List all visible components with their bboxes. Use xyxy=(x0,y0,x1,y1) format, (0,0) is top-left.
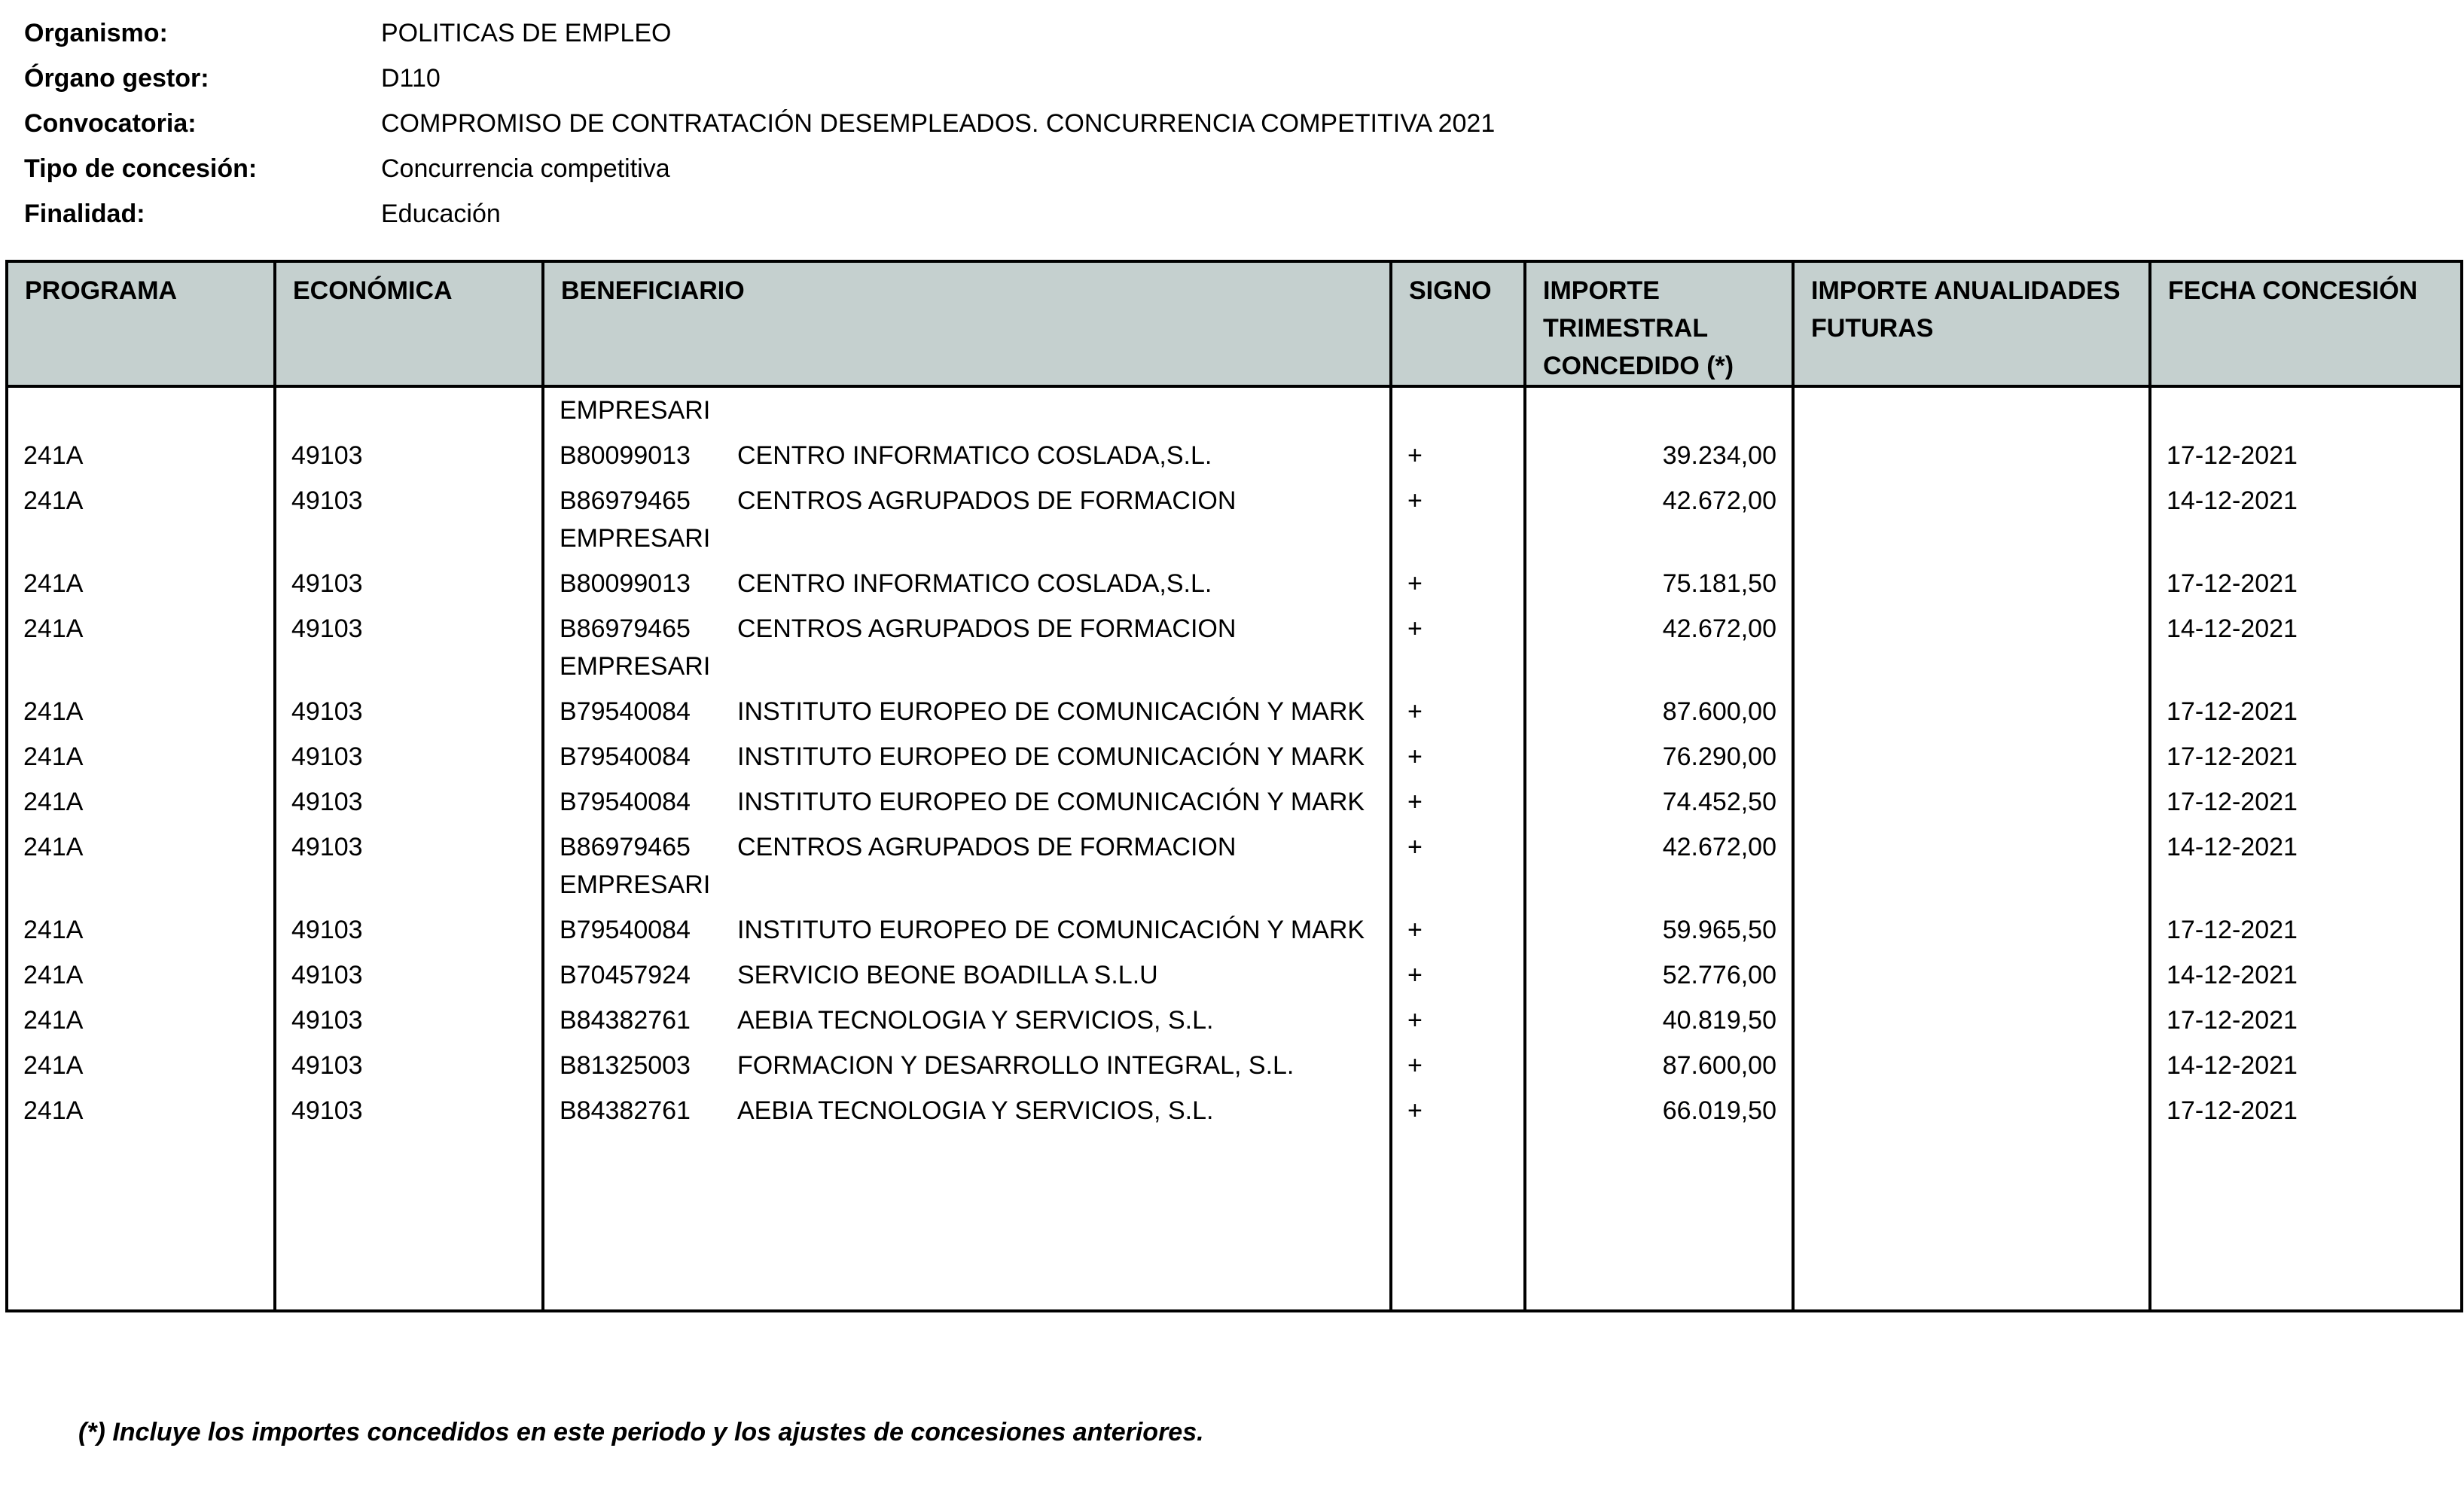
filler-cell xyxy=(275,1133,543,1311)
beneficiario-nif: B84382761 xyxy=(560,1006,691,1035)
cell-importe-anualidades xyxy=(1793,433,2150,478)
cell-importe-trimestral: 66.019,50 xyxy=(1525,1088,1793,1133)
continuation-anualidades xyxy=(1793,386,2150,433)
convocatoria-label: Convocatoria: xyxy=(24,108,197,138)
cell-fecha-concesion: 17-12-2021 xyxy=(2150,907,2462,953)
cell-importe-trimestral: 40.819,50 xyxy=(1525,998,1793,1043)
cell-beneficiario xyxy=(543,953,1391,998)
cell-signo: + xyxy=(1391,478,1525,561)
cell-economica: 49103 xyxy=(275,1088,543,1133)
cell-beneficiario xyxy=(543,998,1391,1043)
cell-importe-anualidades xyxy=(1793,734,2150,779)
beneficiario-nombre: INSTITUTO EUROPEO DE COMUNICACIÓN Y MARK xyxy=(737,742,1365,771)
cell-signo: + xyxy=(1391,734,1525,779)
cell-beneficiario xyxy=(543,433,1391,478)
beneficiario-nombre: FORMACION Y DESARROLLO INTEGRAL, S.L. xyxy=(737,1051,1295,1080)
cell-beneficiario xyxy=(543,561,1391,606)
cell-fecha-concesion: 17-12-2021 xyxy=(2150,689,2462,734)
cell-beneficiario xyxy=(543,779,1391,825)
cell-fecha-concesion: 17-12-2021 xyxy=(2150,1088,2462,1133)
tipo-concesion-label: Tipo de concesión: xyxy=(24,154,258,183)
organismo-label: Organismo: xyxy=(24,18,168,47)
beneficiario-nif: B80099013 xyxy=(560,569,691,598)
table-row xyxy=(7,561,2462,606)
cell-beneficiario xyxy=(543,478,1391,561)
table-row xyxy=(7,907,2462,953)
beneficiario-nif: B80099013 xyxy=(560,441,691,470)
cell-beneficiario xyxy=(543,689,1391,734)
beneficiario-nombre: AEBIA TECNOLOGIA Y SERVICIOS, S.L. xyxy=(737,1006,1214,1035)
cell-fecha-concesion: 14-12-2021 xyxy=(2150,478,2462,561)
continuation-beneficiario: EMPRESARI xyxy=(543,386,1391,433)
cell-importe-trimestral: 87.600,00 xyxy=(1525,1043,1793,1088)
cell-importe-anualidades xyxy=(1793,1043,2150,1088)
cell-importe-trimestral: 42.672,00 xyxy=(1525,478,1793,561)
filler-row xyxy=(7,1133,2462,1311)
cell-programa: 241A xyxy=(7,606,275,689)
tipo-concesion-value: Concurrencia competitiva xyxy=(381,154,670,183)
cell-importe-anualidades xyxy=(1793,689,2150,734)
cell-importe-trimestral: 75.181,50 xyxy=(1525,561,1793,606)
continuation-programa xyxy=(7,386,275,433)
cell-importe-anualidades xyxy=(1793,907,2150,953)
beneficiario-nif: B79540084 xyxy=(560,697,691,726)
table-body xyxy=(7,386,2462,1311)
cell-fecha-concesion: 14-12-2021 xyxy=(2150,825,2462,907)
table-row xyxy=(7,734,2462,779)
beneficiario-nif: B81325003 xyxy=(560,1051,691,1080)
cell-economica: 49103 xyxy=(275,907,543,953)
cell-economica: 49103 xyxy=(275,689,543,734)
cell-fecha-concesion: 14-12-2021 xyxy=(2150,953,2462,998)
continuation-signo xyxy=(1391,386,1525,433)
cell-beneficiario xyxy=(543,734,1391,779)
cell-fecha-concesion: 17-12-2021 xyxy=(2150,433,2462,478)
cell-programa: 241A xyxy=(7,907,275,953)
cell-economica: 49103 xyxy=(275,779,543,825)
cell-programa: 241A xyxy=(7,1043,275,1088)
cell-beneficiario xyxy=(543,907,1391,953)
cell-beneficiario xyxy=(543,825,1391,907)
beneficiario-nif: B86979465 xyxy=(560,833,691,861)
organo-gestor-label: Órgano gestor: xyxy=(24,63,209,93)
beneficiario-nombre: INSTITUTO EUROPEO DE COMUNICACIÓN Y MARK xyxy=(737,788,1365,816)
cell-importe-anualidades xyxy=(1793,779,2150,825)
cell-economica: 49103 xyxy=(275,433,543,478)
beneficiario-nombre: CENTRO INFORMATICO COSLADA,S.L. xyxy=(737,569,1212,598)
table-row xyxy=(7,433,2462,478)
header-importe-trimestral: IMPORTE TRIMESTRAL CONCEDIDO (*) xyxy=(1525,261,1793,386)
cell-signo: + xyxy=(1391,953,1525,998)
footnote: (*) Incluye los importes concedidos en este periodo y los ajustes de concesiones anteriores. xyxy=(78,1418,1204,1447)
cell-importe-trimestral: 42.672,00 xyxy=(1525,825,1793,907)
cell-fecha-concesion: 14-12-2021 xyxy=(2150,606,2462,689)
filler-cell xyxy=(1793,1133,2150,1311)
cell-importe-anualidades xyxy=(1793,606,2150,689)
organo-gestor-value: D110 xyxy=(381,63,441,93)
beneficiario-nombre: CENTROS AGRUPADOS DE FORMACION EMPRESARI xyxy=(560,614,1237,681)
cell-importe-trimestral: 39.234,00 xyxy=(1525,433,1793,478)
table-row xyxy=(7,1043,2462,1088)
cell-programa: 241A xyxy=(7,998,275,1043)
filler-cell xyxy=(1391,1133,1525,1311)
cell-signo: + xyxy=(1391,825,1525,907)
cell-signo: + xyxy=(1391,907,1525,953)
organismo-value: POLITICAS DE EMPLEO xyxy=(381,18,672,47)
beneficiario-nombre: AEBIA TECNOLOGIA Y SERVICIOS, S.L. xyxy=(737,1096,1214,1125)
table-row xyxy=(7,998,2462,1043)
continuation-fecha xyxy=(2150,386,2462,433)
beneficiario-nif: B86979465 xyxy=(560,614,691,643)
beneficiario-nif: B79540084 xyxy=(560,742,691,771)
cell-importe-trimestral: 76.290,00 xyxy=(1525,734,1793,779)
convocatoria-row xyxy=(24,101,1495,146)
cell-fecha-concesion: 14-12-2021 xyxy=(2150,1043,2462,1088)
cell-importe-anualidades xyxy=(1793,998,2150,1043)
cell-signo: + xyxy=(1391,1088,1525,1133)
cell-economica: 49103 xyxy=(275,825,543,907)
cell-fecha-concesion: 17-12-2021 xyxy=(2150,734,2462,779)
organo-gestor-row xyxy=(24,56,1495,101)
beneficiario-nif: B84382761 xyxy=(560,1096,691,1125)
cell-importe-trimestral: 42.672,00 xyxy=(1525,606,1793,689)
cell-economica: 49103 xyxy=(275,998,543,1043)
table-row xyxy=(7,606,2462,689)
table-header-row xyxy=(7,261,2462,386)
beneficiario-nombre: CENTRO INFORMATICO COSLADA,S.L. xyxy=(737,441,1212,470)
table-row xyxy=(7,953,2462,998)
cell-fecha-concesion: 17-12-2021 xyxy=(2150,998,2462,1043)
cell-importe-anualidades xyxy=(1793,561,2150,606)
beneficiario-nif: B70457924 xyxy=(560,961,691,989)
cell-programa: 241A xyxy=(7,689,275,734)
beneficiario-nombre: SERVICIO BEONE BOADILLA S.L.U xyxy=(737,961,1158,989)
finalidad-label: Finalidad: xyxy=(24,199,145,228)
filler-cell xyxy=(1525,1133,1793,1311)
cell-programa: 241A xyxy=(7,779,275,825)
cell-economica: 49103 xyxy=(275,606,543,689)
table-row xyxy=(7,779,2462,825)
cell-economica: 49103 xyxy=(275,561,543,606)
beneficiario-nif: B79540084 xyxy=(560,916,691,944)
cell-programa: 241A xyxy=(7,561,275,606)
cell-beneficiario xyxy=(543,606,1391,689)
finalidad-value: Educación xyxy=(381,199,501,228)
cell-programa: 241A xyxy=(7,433,275,478)
beneficiario-nombre: CENTROS AGRUPADOS DE FORMACION EMPRESARI xyxy=(560,833,1237,899)
grants-table xyxy=(5,260,2463,1312)
cell-programa: 241A xyxy=(7,478,275,561)
cell-programa: 241A xyxy=(7,734,275,779)
cell-signo: + xyxy=(1391,606,1525,689)
filler-cell xyxy=(2150,1133,2462,1311)
finalidad-row xyxy=(24,191,1495,236)
beneficiario-nombre: INSTITUTO EUROPEO DE COMUNICACIÓN Y MARK xyxy=(737,697,1365,726)
cell-programa: 241A xyxy=(7,825,275,907)
cell-beneficiario xyxy=(543,1088,1391,1133)
cell-beneficiario xyxy=(543,1043,1391,1088)
cell-signo: + xyxy=(1391,779,1525,825)
tipo-concesion-row xyxy=(24,146,1495,191)
cell-economica: 49103 xyxy=(275,734,543,779)
filler-cell xyxy=(7,1133,275,1311)
header-fecha-concesion: FECHA CONCESIÓN xyxy=(2150,261,2462,386)
table-row xyxy=(7,478,2462,561)
continuation-economica xyxy=(275,386,543,433)
continuation-importe xyxy=(1525,386,1793,433)
header-economica: ECONÓMICA xyxy=(275,261,543,386)
cell-economica: 49103 xyxy=(275,1043,543,1088)
cell-fecha-concesion: 17-12-2021 xyxy=(2150,779,2462,825)
cell-signo: + xyxy=(1391,433,1525,478)
cell-importe-anualidades xyxy=(1793,478,2150,561)
beneficiario-nombre: CENTROS AGRUPADOS DE FORMACION EMPRESARI xyxy=(560,486,1237,553)
beneficiario-nif: B79540084 xyxy=(560,788,691,816)
cell-importe-anualidades xyxy=(1793,953,2150,998)
cell-economica: 49103 xyxy=(275,953,543,998)
header-importe-anualidades: IMPORTE ANUALIDADES FUTURAS xyxy=(1793,261,2150,386)
organismo-row xyxy=(24,11,1495,56)
cell-economica: 49103 xyxy=(275,478,543,561)
table-row xyxy=(7,825,2462,907)
header-signo: SIGNO xyxy=(1391,261,1525,386)
cell-programa: 241A xyxy=(7,953,275,998)
grant-metadata xyxy=(24,11,1495,236)
continuation-row xyxy=(7,386,2462,433)
convocatoria-value: COMPROMISO DE CONTRATACIÓN DESEMPLEADOS. CONCURRENCIA COMPETITIVA 2021 xyxy=(381,108,1496,138)
table-row xyxy=(7,1088,2462,1133)
table-row xyxy=(7,689,2462,734)
cell-importe-trimestral: 52.776,00 xyxy=(1525,953,1793,998)
cell-signo: + xyxy=(1391,561,1525,606)
filler-cell xyxy=(543,1133,1391,1311)
cell-signo: + xyxy=(1391,998,1525,1043)
cell-importe-trimestral: 87.600,00 xyxy=(1525,689,1793,734)
beneficiario-nombre: INSTITUTO EUROPEO DE COMUNICACIÓN Y MARK xyxy=(737,916,1365,944)
cell-fecha-concesion: 17-12-2021 xyxy=(2150,561,2462,606)
cell-importe-anualidades xyxy=(1793,1088,2150,1133)
cell-programa: 241A xyxy=(7,1088,275,1133)
cell-signo: + xyxy=(1391,1043,1525,1088)
cell-importe-trimestral: 59.965,50 xyxy=(1525,907,1793,953)
cell-importe-anualidades xyxy=(1793,825,2150,907)
beneficiario-nif: B86979465 xyxy=(560,486,691,515)
cell-importe-trimestral: 74.452,50 xyxy=(1525,779,1793,825)
cell-signo: + xyxy=(1391,689,1525,734)
header-beneficiario: BENEFICIARIO xyxy=(543,261,1391,386)
header-programa: PROGRAMA xyxy=(7,261,275,386)
